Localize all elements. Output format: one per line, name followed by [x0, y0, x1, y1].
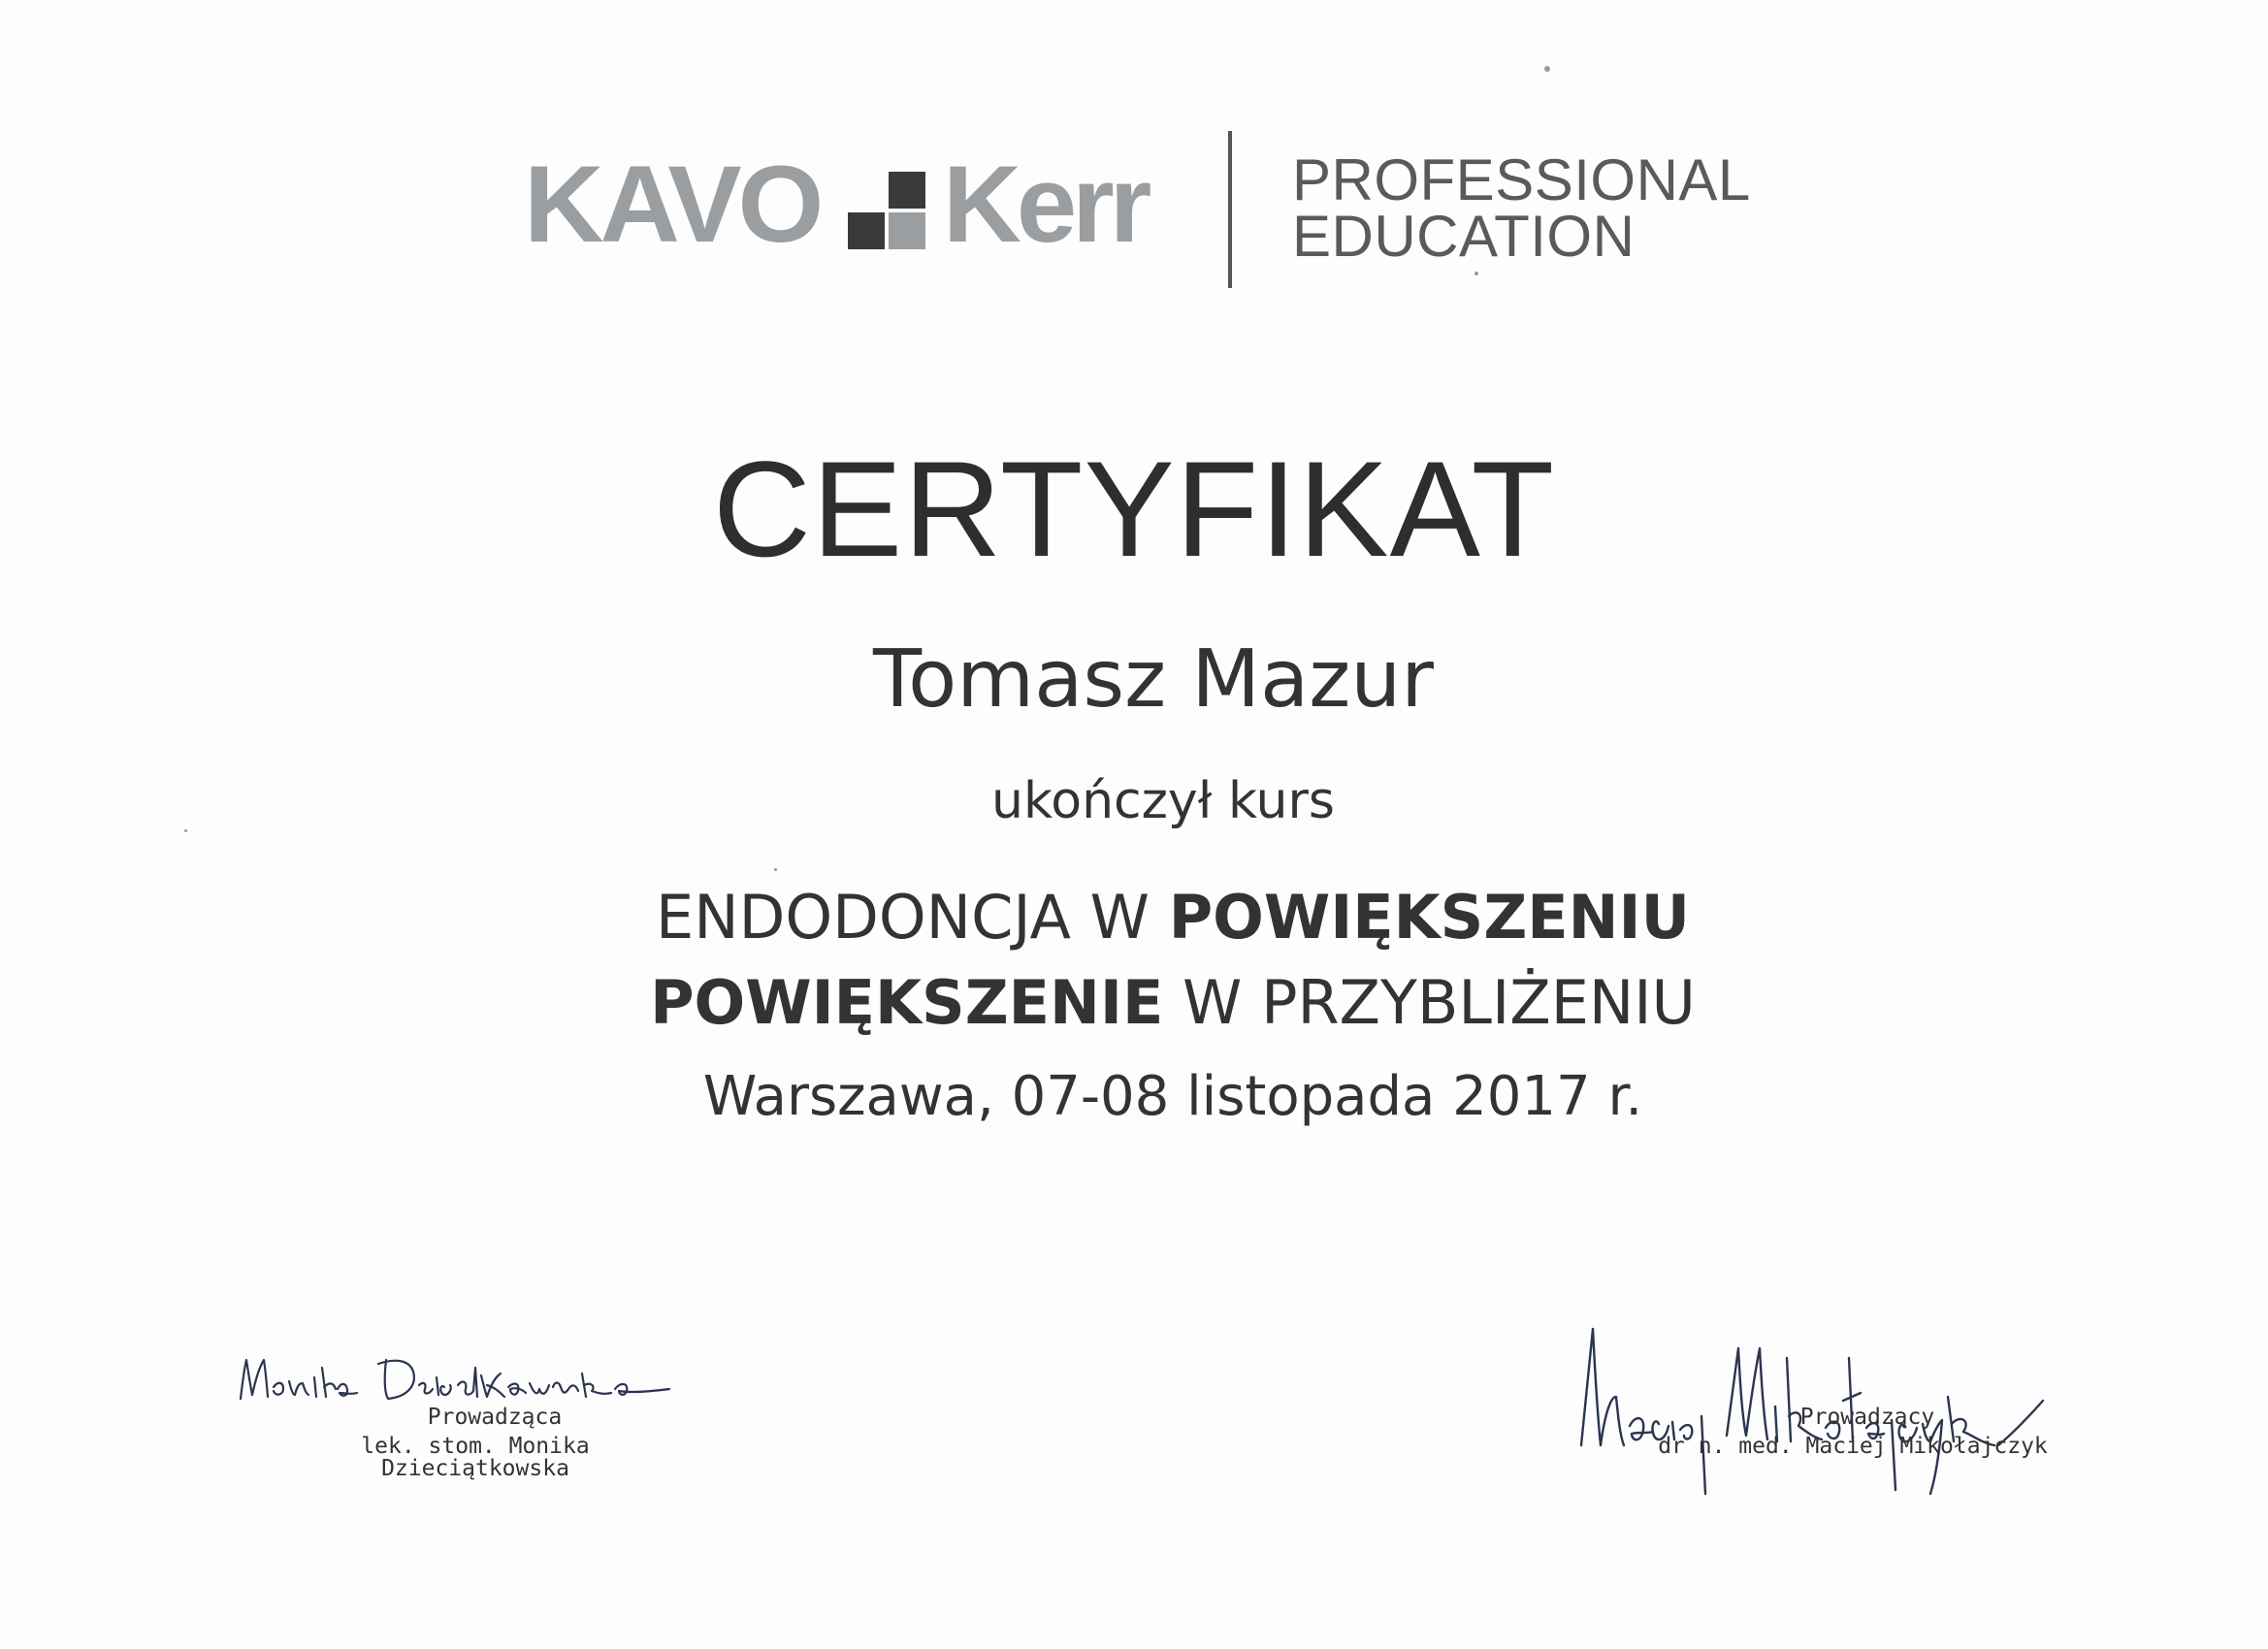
course-title-line1 [0, 882, 2268, 953]
logo-divider [1228, 131, 1232, 288]
course-line2-regular: W PRZYBLIŻENIU [1163, 967, 1696, 1038]
logo-kerr-text: Kerr [943, 144, 1148, 265]
course-line2-bold: POWIĘKSZENIE [650, 967, 1164, 1038]
scan-speck [1474, 272, 1478, 275]
kavo-kerr-squares-icon [844, 168, 931, 255]
scan-speck [774, 868, 777, 871]
scan-speck [1544, 66, 1550, 72]
kavo-kerr-logo [524, 131, 1766, 296]
certificate-title: CERTYFIKAT [712, 433, 1556, 585]
signature-right-role: Prowadzący [1799, 1405, 1935, 1430]
logo-kavo-text: KAVO [524, 144, 821, 265]
place-and-date: Warszawa, 07-08 listopada 2017 r. [702, 1065, 1643, 1128]
scan-speck [184, 829, 187, 832]
signature-left-name: lek. stom. Monika Dzieciątkowska [361, 1434, 590, 1481]
handwritten-signature-right [1571, 1300, 2115, 1504]
completed-course-text: ukończył kurs [991, 772, 1335, 830]
course-line1-regular: ENDODONCJA W [656, 882, 1169, 953]
course-title-line2 [0, 967, 2268, 1038]
logo-tagline-line2: EDUCATION [1292, 204, 1636, 269]
course-line1-bold: POWIĘKSZENIU [1168, 882, 1690, 953]
signature-right-name: dr n. med. Maciej Mikołajczyk [1658, 1434, 2048, 1459]
signature-left-role: Prowadząca [427, 1405, 563, 1430]
logo-tagline [1292, 147, 1751, 269]
recipient-name: Tomasz Mazur [872, 633, 1434, 726]
logo-tagline-line1: PROFESSIONAL [1292, 147, 1751, 212]
